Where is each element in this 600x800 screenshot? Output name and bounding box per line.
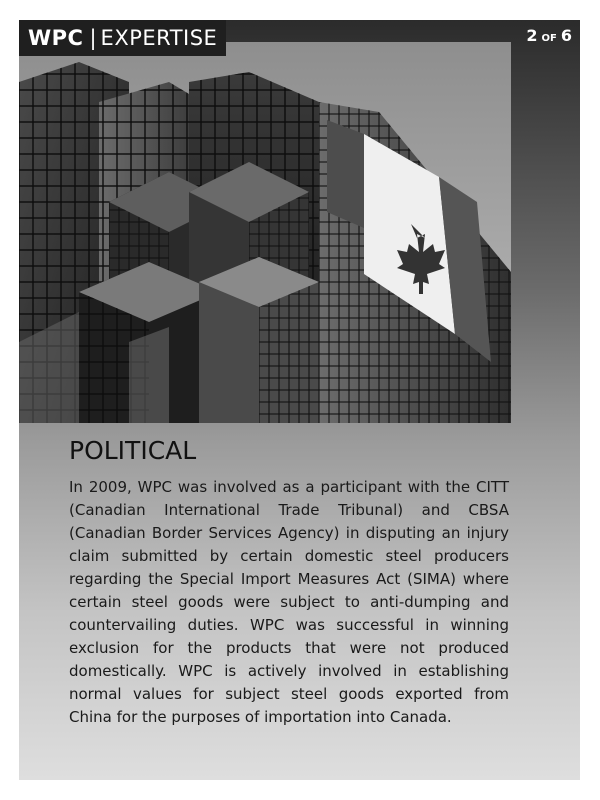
document-page [19,20,580,780]
section-title: POLITICAL [69,436,197,465]
page-current: 2 [526,26,538,45]
building-photo [19,42,511,423]
brand-name: WPC [28,26,84,50]
page-of-label: OF [541,33,557,44]
brand-section: EXPERTISE [100,26,218,50]
page-indicator [526,26,572,45]
page-total: 6 [560,26,572,45]
brand-separator: | [89,26,97,50]
flag-left-band [327,120,364,228]
brand-header [19,20,226,56]
section-body: In 2009, WPC was involved as a participant with the CITT (Canadian International Trade Tribunal) and CBSA (Canadian Border Services Agency) in disputing an injury claim submitted by certain domestic steel producers regarding the Special Import Measures Act (SIMA) where certain steel goods were subject to anti-dumping and countervailing duties. WPC was successful in winning exclusion for the products that were not produced domestically. WPC is actively involved in establishing normal values for subject steel goods exported from China for the purposes of importation into Canada. [69,478,509,726]
office-tower-photo-icon [19,42,511,423]
